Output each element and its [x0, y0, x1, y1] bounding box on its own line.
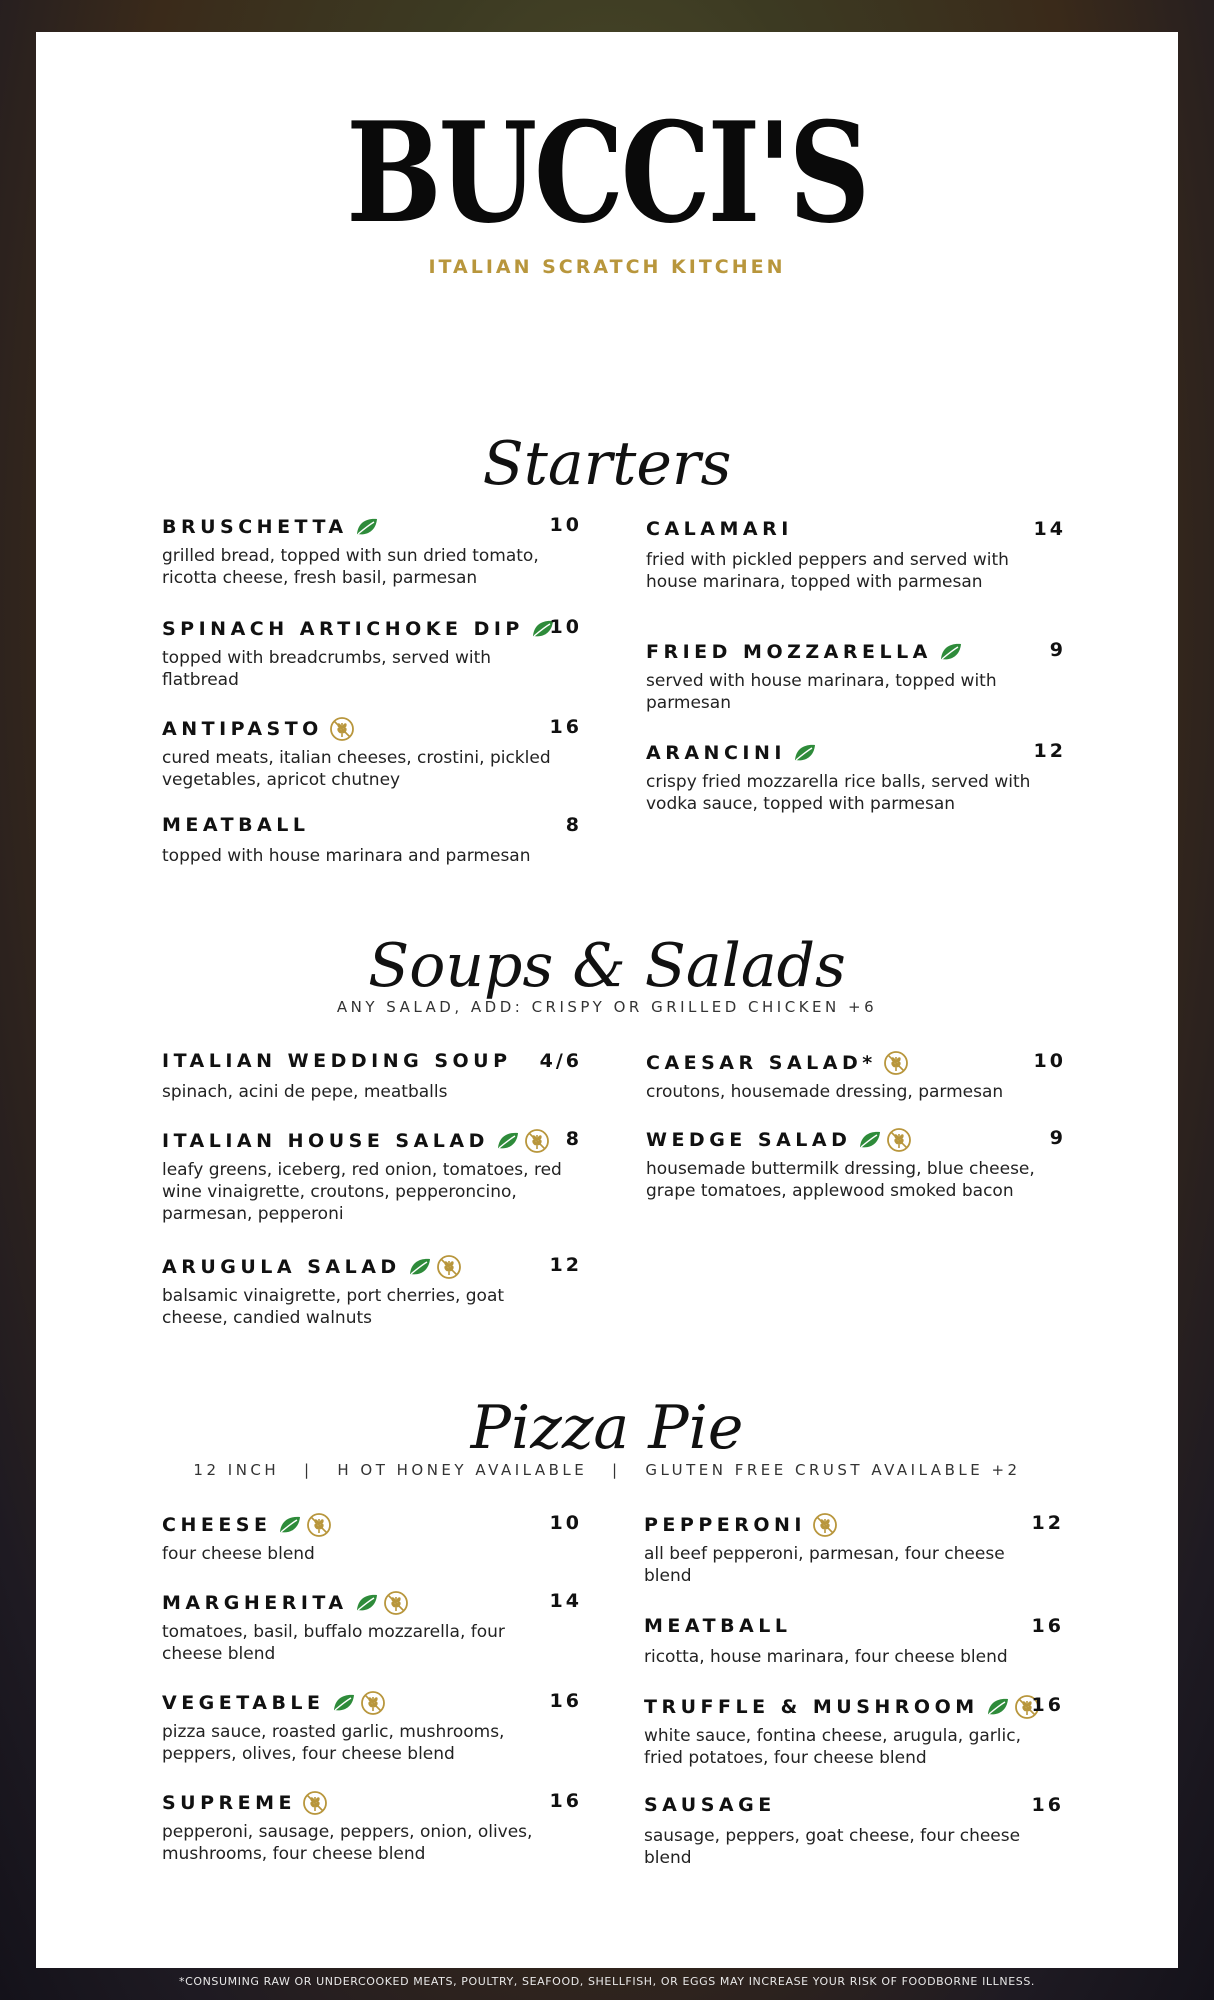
menu-item-name-text: MARGHERITA — [162, 1592, 348, 1614]
menu-item-price: 8 — [565, 1128, 582, 1150]
menu-item-header — [162, 1128, 582, 1156]
menu-item-price: 16 — [549, 1790, 582, 1812]
menu-item — [646, 1050, 1066, 1103]
menu-item-name — [162, 1254, 462, 1280]
menu-item-header — [162, 616, 582, 644]
menu-item-price: 16 — [1031, 1794, 1064, 1816]
menu-item-description: croutons, housemade dressing, parmesan — [646, 1082, 1004, 1102]
menu-item-name — [646, 1127, 912, 1153]
menu-item — [646, 518, 1066, 593]
dietary-icons — [938, 639, 964, 665]
menu-item — [162, 1790, 582, 1865]
menu-item-price: 10 — [549, 1512, 582, 1534]
menu-item — [162, 1254, 582, 1329]
menu-item-header — [162, 814, 582, 842]
vegetarian-leaf-icon — [495, 1128, 521, 1154]
menu-item-name — [162, 1590, 409, 1616]
menu-item-price: 4/6 — [539, 1050, 582, 1072]
menu-item-name — [162, 1790, 328, 1816]
dietary-icons — [792, 740, 818, 766]
dietary-icons — [857, 1127, 912, 1153]
menu-item-price: 14 — [549, 1590, 582, 1612]
menu-item-price: 16 — [549, 1690, 582, 1712]
menu-item-header — [162, 716, 582, 744]
menu-item — [162, 716, 582, 791]
menu-item-price: 8 — [565, 814, 582, 836]
menu-item-header — [162, 1050, 582, 1078]
dietary-icons — [495, 1128, 550, 1154]
menu-item-description: sausage, peppers, goat cheese, four cheese blend — [644, 1826, 1021, 1868]
menu-item-header — [646, 639, 1066, 667]
menu-item — [644, 1615, 1064, 1668]
menu-item-description: grilled bread, topped with sun dried tomato, ricotta cheese, fresh basil, parmesan — [162, 546, 539, 588]
menu-item-description: balsamic vinaigrette, port cherries, goat cheese, candied walnuts — [162, 1286, 505, 1328]
foodborne-illness-disclaimer: *CONSUMING RAW OR UNDERCOOKED MEATS, POULTRY, SEAFOOD, SHELLFISH, OR EGGS MAY INCREASE YOUR RISK OF FOODBORNE ILLNESS. — [178, 1975, 1036, 1988]
menu-item-header — [162, 1690, 582, 1718]
vegetarian-leaf-icon — [985, 1694, 1011, 1720]
menu-item-name — [644, 1794, 776, 1816]
menu-item-name-text: ARUGULA SALAD — [162, 1256, 401, 1278]
gluten-free-wheat-icon — [302, 1790, 328, 1816]
menu-item-header — [162, 1254, 582, 1282]
menu-item-name — [646, 740, 818, 766]
menu-item-description: spinach, acini de pepe, meatballs — [162, 1082, 448, 1102]
menu-item-name-text: MEATBALL — [644, 1615, 792, 1637]
section-title-soups-salads: Soups & Salads — [368, 931, 846, 1001]
menu-item — [162, 514, 582, 589]
dietary-icons — [277, 1512, 332, 1538]
menu-card — [36, 32, 1178, 1968]
menu-item-header — [644, 1512, 1064, 1540]
menu-item-price: 12 — [1031, 1512, 1064, 1534]
menu-item-name-text: MEATBALL — [162, 814, 310, 836]
menu-item-name — [162, 1128, 550, 1154]
menu-item-name — [162, 1690, 386, 1716]
menu-item — [646, 740, 1066, 815]
menu-item-name-text: PEPPERONI — [644, 1514, 806, 1536]
menu-item-description: cured meats, italian cheeses, crostini, pickled vegetables, apricot chutney — [162, 748, 551, 790]
menu-item-price: 16 — [1031, 1615, 1064, 1637]
menu-item-price: 12 — [549, 1254, 582, 1276]
gluten-free-wheat-icon — [329, 716, 355, 742]
menu-item-name — [162, 616, 556, 642]
menu-item-header — [162, 1512, 582, 1540]
menu-item-name-text: SUPREME — [162, 1792, 297, 1814]
menu-item-price: 16 — [549, 716, 582, 738]
menu-item — [162, 1128, 582, 1225]
gluten-free-wheat-icon — [883, 1050, 909, 1076]
menu-item-header — [162, 1790, 582, 1818]
dietary-icons — [331, 1690, 386, 1716]
menu-item-description: fried with pickled peppers and served with house marinara, topped with parmesan — [646, 550, 1009, 592]
menu-item-name-text: VEGETABLE — [162, 1692, 325, 1714]
menu-item-price: 16 — [1031, 1694, 1064, 1716]
menu-item-name-text: ITALIAN HOUSE SALAD — [162, 1130, 489, 1152]
dietary-icons — [812, 1512, 838, 1538]
menu-item-name — [646, 639, 964, 665]
menu-item-header — [162, 1590, 582, 1618]
menu-item-price: 10 — [1033, 1050, 1066, 1072]
logo-tagline: ITALIAN SCRATCH KITCHEN — [428, 256, 786, 278]
vegetarian-leaf-icon — [407, 1254, 433, 1280]
menu-item-name — [646, 1050, 909, 1076]
restaurant-logo — [36, 91, 1178, 278]
menu-item — [162, 616, 582, 691]
menu-item — [162, 814, 582, 867]
vegetarian-leaf-icon — [857, 1127, 883, 1153]
menu-item — [646, 639, 1066, 714]
menu-item-header — [646, 518, 1066, 546]
vegetarian-leaf-icon — [331, 1690, 357, 1716]
menu-item-description: topped with breadcrumbs, served with flatbread — [162, 648, 492, 690]
menu-item-header — [644, 1794, 1064, 1822]
menu-item-price: 12 — [1033, 740, 1066, 762]
gluten-free-wheat-icon — [886, 1127, 912, 1153]
menu-item-name — [646, 518, 793, 540]
dietary-icons — [354, 514, 380, 540]
menu-item — [162, 1050, 582, 1103]
dietary-icons — [354, 1590, 409, 1616]
menu-item-name-text: WEDGE SALAD — [646, 1129, 852, 1151]
menu-item-name — [162, 1050, 512, 1072]
menu-item-name — [162, 716, 355, 742]
menu-item-price: 10 — [549, 616, 582, 638]
dietary-icons — [407, 1254, 462, 1280]
gluten-free-wheat-icon — [812, 1512, 838, 1538]
section-title-pizza-pie: Pizza Pie — [470, 1393, 744, 1463]
menu-item-name-text: BRUSCHETTA — [162, 516, 348, 538]
vegetarian-leaf-icon — [354, 514, 380, 540]
dietary-icons — [329, 716, 355, 742]
menu-item — [646, 1127, 1066, 1202]
menu-item-price: 9 — [1049, 639, 1066, 661]
menu-item — [162, 1690, 582, 1765]
menu-item — [162, 1590, 582, 1665]
gluten-free-wheat-icon — [360, 1690, 386, 1716]
menu-item-name-text: CHEESE — [162, 1514, 272, 1536]
menu-item-name — [644, 1694, 1040, 1720]
menu-item — [644, 1794, 1064, 1869]
gluten-free-wheat-icon — [383, 1590, 409, 1616]
salad-addon-note: ANY SALAD, ADD: CRISPY OR GRILLED CHICKEN +6 — [336, 998, 878, 1016]
dietary-icons — [302, 1790, 328, 1816]
menu-item-price: 14 — [1033, 518, 1066, 540]
menu-item-description: ricotta, house marinara, four cheese blend — [644, 1647, 1008, 1667]
pizza-options-note: 12 INCH | H OT HONEY AVAILABLE | GLUTEN FREE CRUST AVAILABLE +2 — [193, 1461, 1021, 1479]
logo-wordmark: BUCCI'S — [346, 91, 868, 254]
menu-item-price: 9 — [1049, 1127, 1066, 1149]
vegetarian-leaf-icon — [354, 1590, 380, 1616]
menu-item-header — [646, 740, 1066, 768]
menu-item-description: pizza sauce, roasted garlic, mushrooms, peppers, olives, four cheese blend — [162, 1722, 505, 1764]
menu-item-name — [644, 1615, 791, 1637]
dietary-icons — [883, 1050, 909, 1076]
gluten-free-wheat-icon — [436, 1254, 462, 1280]
menu-item-description: topped with house marinara and parmesan — [162, 846, 531, 866]
menu-item-name-text: SPINACH ARTICHOKE DIP — [162, 618, 524, 640]
menu-item-name-text: ITALIAN WEDDING SOUP — [162, 1050, 512, 1072]
menu-item-name-text: ANTIPASTO — [162, 718, 323, 740]
menu-item-description: all beef pepperoni, parmesan, four cheese blend — [644, 1544, 1005, 1586]
menu-item-name-text: FRIED MOZZARELLA — [646, 641, 932, 663]
menu-item-price: 10 — [549, 514, 582, 536]
menu-item-header — [644, 1694, 1064, 1722]
vegetarian-leaf-icon — [792, 740, 818, 766]
menu-item-description: four cheese blend — [162, 1544, 315, 1564]
menu-item-name-text: CAESAR SALAD* — [646, 1052, 877, 1074]
menu-item-name — [162, 1512, 332, 1538]
menu-item-header — [644, 1615, 1064, 1643]
vegetarian-leaf-icon — [938, 639, 964, 665]
menu-item-description: tomatoes, basil, buffalo mozzarella, four cheese blend — [162, 1622, 505, 1664]
menu-item-description: white sauce, fontina cheese, arugula, garlic, fried potatoes, four cheese blend — [644, 1726, 1021, 1768]
menu-item-header — [646, 1050, 1066, 1078]
menu-item-description: pepperoni, sausage, peppers, onion, olives, mushrooms, four cheese blend — [162, 1822, 533, 1864]
menu-item-description: crispy fried mozzarella rice balls, served with vodka sauce, topped with parmesan — [646, 772, 1031, 814]
menu-item — [644, 1512, 1064, 1587]
menu-item-header — [162, 514, 582, 542]
vegetarian-leaf-icon — [277, 1512, 303, 1538]
menu-item-name-text: SAUSAGE — [644, 1794, 776, 1816]
menu-item-description: leafy greens, iceberg, red onion, tomatoes, red wine vinaigrette, croutons, pepperoncino, parmesan, pepperoni — [162, 1160, 562, 1224]
menu-item-name — [162, 514, 380, 540]
menu-item-name — [162, 814, 309, 836]
menu-item — [644, 1694, 1064, 1769]
menu-item-name-text: TRUFFLE & MUSHROOM — [644, 1696, 979, 1718]
menu-item-name — [644, 1512, 838, 1538]
menu-item-description: housemade buttermilk dressing, blue cheese, grape tomatoes, applewood smoked bacon — [646, 1159, 1035, 1201]
menu-item-name-text: CALAMARI — [646, 518, 793, 540]
section-title-starters: Starters — [482, 429, 732, 499]
gluten-free-wheat-icon — [306, 1512, 332, 1538]
menu-item-header — [646, 1127, 1066, 1155]
menu-item-name-text: ARANCINI — [646, 742, 786, 764]
menu-item — [162, 1512, 582, 1565]
menu-item-description: served with house marinara, topped with parmesan — [646, 671, 997, 713]
gluten-free-wheat-icon — [524, 1128, 550, 1154]
